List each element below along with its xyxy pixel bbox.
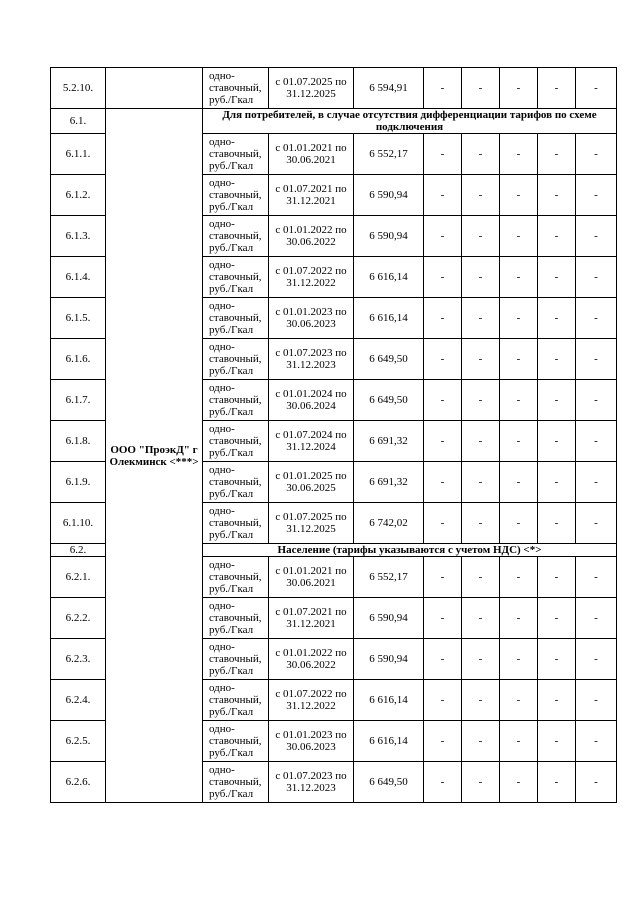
empty-value: - (576, 175, 617, 216)
empty-value: - (538, 421, 576, 462)
empty-value: - (500, 380, 538, 421)
empty-value: - (424, 134, 462, 175)
empty-value: - (424, 380, 462, 421)
empty-value: - (576, 680, 617, 721)
tariff-unit: одно-ставочный, руб./Гкал (203, 721, 269, 762)
empty-value: - (538, 557, 576, 598)
empty-value: - (424, 339, 462, 380)
empty-value: - (462, 598, 500, 639)
empty-value: - (500, 257, 538, 298)
empty-value: - (462, 680, 500, 721)
empty-value: - (538, 503, 576, 544)
empty-value: - (424, 216, 462, 257)
tariff-value: 6 552,17 (354, 557, 424, 598)
tariff-period: с 01.07.2023 по 31.12.2023 (269, 339, 354, 380)
row-number: 6.1.3. (51, 216, 106, 257)
empty-value: - (462, 257, 500, 298)
empty-value: - (424, 557, 462, 598)
row-number: 6.1.2. (51, 175, 106, 216)
empty-value: - (424, 68, 462, 109)
empty-value: - (500, 216, 538, 257)
tariff-table (50, 67, 617, 803)
empty-value: - (462, 68, 500, 109)
empty-value: - (538, 257, 576, 298)
empty-value: - (462, 380, 500, 421)
empty-value: - (462, 639, 500, 680)
empty-value: - (576, 68, 617, 109)
empty-value: - (462, 216, 500, 257)
row-number: 6.1.8. (51, 421, 106, 462)
tariff-value: 6 742,02 (354, 503, 424, 544)
tariff-unit: одно-ставочный, руб./Гкал (203, 257, 269, 298)
empty-value: - (462, 503, 500, 544)
tariff-period: с 01.01.2023 по 30.06.2023 (269, 298, 354, 339)
empty-value: - (462, 134, 500, 175)
empty-value: - (500, 598, 538, 639)
empty-value: - (538, 216, 576, 257)
empty-value: - (500, 134, 538, 175)
empty-value: - (538, 134, 576, 175)
tariff-value: 6 616,14 (354, 257, 424, 298)
empty-value: - (576, 380, 617, 421)
empty-value: - (576, 503, 617, 544)
empty-value: - (424, 762, 462, 803)
empty-value: - (576, 339, 617, 380)
empty-value: - (576, 298, 617, 339)
tariff-value: 6 649,50 (354, 339, 424, 380)
section-header-row (51, 109, 617, 134)
section-title: Население (тарифы указываются с учетом НДС) <*> (203, 544, 617, 557)
tariff-period: с 01.07.2025 по 31.12.2025 (269, 503, 354, 544)
empty-value: - (538, 639, 576, 680)
empty-value: - (576, 216, 617, 257)
empty-value: - (576, 134, 617, 175)
tariff-period: с 01.07.2024 по 31.12.2024 (269, 421, 354, 462)
empty-value: - (424, 257, 462, 298)
empty-value: - (500, 639, 538, 680)
tariff-unit: одно-ставочный, руб./Гкал (203, 175, 269, 216)
tariff-unit: одно-ставочный, руб./Гкал (203, 639, 269, 680)
empty-value: - (576, 462, 617, 503)
empty-value: - (424, 462, 462, 503)
tariff-value: 6 590,94 (354, 175, 424, 216)
empty-value: - (538, 298, 576, 339)
empty-value: - (576, 421, 617, 462)
row-number: 6.1.6. (51, 339, 106, 380)
tariff-unit: одно-ставочный, руб./Гкал (203, 557, 269, 598)
empty-value: - (576, 721, 617, 762)
tariff-unit: одно-ставочный, руб./Гкал (203, 762, 269, 803)
empty-value: - (500, 68, 538, 109)
tariff-period: с 01.01.2022 по 30.06.2022 (269, 639, 354, 680)
organization-cell (106, 68, 203, 109)
tariff-value: 6 590,94 (354, 216, 424, 257)
tariff-period: с 01.07.2025 по 31.12.2025 (269, 68, 354, 109)
tariff-period: с 01.07.2021 по 31.12.2021 (269, 598, 354, 639)
tariff-value: 6 552,17 (354, 134, 424, 175)
tariff-unit: одно-ставочный, руб./Гкал (203, 462, 269, 503)
tariff-period: с 01.07.2021 по 31.12.2021 (269, 175, 354, 216)
empty-value: - (500, 462, 538, 503)
empty-value: - (538, 175, 576, 216)
row-number: 6.2.5. (51, 721, 106, 762)
tariff-unit: одно-ставочный, руб./Гкал (203, 68, 269, 109)
tariff-period: с 01.07.2022 по 31.12.2022 (269, 680, 354, 721)
row-number: 6.2.2. (51, 598, 106, 639)
tariff-value: 6 590,94 (354, 598, 424, 639)
row-number: 6.1.10. (51, 503, 106, 544)
empty-value: - (538, 68, 576, 109)
tariff-unit: одно-ставочный, руб./Гкал (203, 380, 269, 421)
tariff-period: с 01.01.2024 по 30.06.2024 (269, 380, 354, 421)
empty-value: - (500, 503, 538, 544)
empty-value: - (424, 298, 462, 339)
empty-value: - (462, 462, 500, 503)
tariff-period: с 01.07.2023 по 31.12.2023 (269, 762, 354, 803)
tariff-period: с 01.01.2021 по 30.06.2021 (269, 134, 354, 175)
organization-cell: ООО "ПроэкД" г Олекминск <***> (106, 109, 203, 803)
empty-value: - (462, 298, 500, 339)
empty-value: - (576, 257, 617, 298)
empty-value: - (500, 762, 538, 803)
empty-value: - (576, 762, 617, 803)
tariff-unit: одно-ставочный, руб./Гкал (203, 503, 269, 544)
empty-value: - (462, 762, 500, 803)
section-number: 6.2. (51, 544, 106, 557)
section-number: 6.1. (51, 109, 106, 134)
empty-value: - (424, 680, 462, 721)
row-number: 6.1.4. (51, 257, 106, 298)
empty-value: - (538, 680, 576, 721)
row-number: 6.1.9. (51, 462, 106, 503)
empty-value: - (500, 339, 538, 380)
tariff-period: с 01.01.2021 по 30.06.2021 (269, 557, 354, 598)
tariff-value: 6 590,94 (354, 639, 424, 680)
empty-value: - (462, 175, 500, 216)
row-number: 6.2.6. (51, 762, 106, 803)
tariff-period: с 01.07.2022 по 31.12.2022 (269, 257, 354, 298)
empty-value: - (538, 380, 576, 421)
row-number: 6.2.3. (51, 639, 106, 680)
empty-value: - (500, 175, 538, 216)
row-number: 6.2.1. (51, 557, 106, 598)
empty-value: - (424, 421, 462, 462)
tariff-value: 6 691,32 (354, 462, 424, 503)
tariff-unit: одно-ставочный, руб./Гкал (203, 298, 269, 339)
tariff-period: с 01.01.2022 по 30.06.2022 (269, 216, 354, 257)
tariff-value: 6 616,14 (354, 298, 424, 339)
tariff-unit: одно-ставочный, руб./Гкал (203, 216, 269, 257)
row-number: 6.1.5. (51, 298, 106, 339)
tariff-period: с 01.01.2023 по 30.06.2023 (269, 721, 354, 762)
empty-value: - (500, 298, 538, 339)
empty-value: - (538, 339, 576, 380)
empty-value: - (538, 762, 576, 803)
empty-value: - (424, 503, 462, 544)
empty-value: - (424, 639, 462, 680)
empty-value: - (538, 598, 576, 639)
empty-value: - (424, 175, 462, 216)
empty-value: - (538, 462, 576, 503)
tariff-value: 6 616,14 (354, 680, 424, 721)
empty-value: - (500, 421, 538, 462)
empty-value: - (500, 557, 538, 598)
row-number: 6.2.4. (51, 680, 106, 721)
tariff-unit: одно-ставочный, руб./Гкал (203, 339, 269, 380)
row-number: 6.1.7. (51, 380, 106, 421)
empty-value: - (462, 557, 500, 598)
empty-value: - (576, 557, 617, 598)
tariff-unit: одно-ставочный, руб./Гкал (203, 421, 269, 462)
empty-value: - (424, 721, 462, 762)
tariff-unit: одно-ставочный, руб./Гкал (203, 134, 269, 175)
table-row (51, 68, 617, 109)
tariff-value: 6 649,50 (354, 380, 424, 421)
row-number: 5.2.10. (51, 68, 106, 109)
empty-value: - (462, 721, 500, 762)
row-number: 6.1.1. (51, 134, 106, 175)
empty-value: - (576, 598, 617, 639)
tariff-value: 6 649,50 (354, 762, 424, 803)
tariff-value: 6 594,91 (354, 68, 424, 109)
tariff-table-body (51, 68, 617, 803)
empty-value: - (462, 421, 500, 462)
empty-value: - (500, 680, 538, 721)
tariff-value: 6 616,14 (354, 721, 424, 762)
empty-value: - (424, 598, 462, 639)
tariff-period: с 01.01.2025 по 30.06.2025 (269, 462, 354, 503)
empty-value: - (462, 339, 500, 380)
tariff-value: 6 691,32 (354, 421, 424, 462)
empty-value: - (576, 639, 617, 680)
section-title: Для потребителей, в случае отсутствия дифференциации тарифов по схеме подключения (203, 109, 617, 134)
empty-value: - (500, 721, 538, 762)
tariff-unit: одно-ставочный, руб./Гкал (203, 680, 269, 721)
empty-value: - (538, 721, 576, 762)
tariff-unit: одно-ставочный, руб./Гкал (203, 598, 269, 639)
